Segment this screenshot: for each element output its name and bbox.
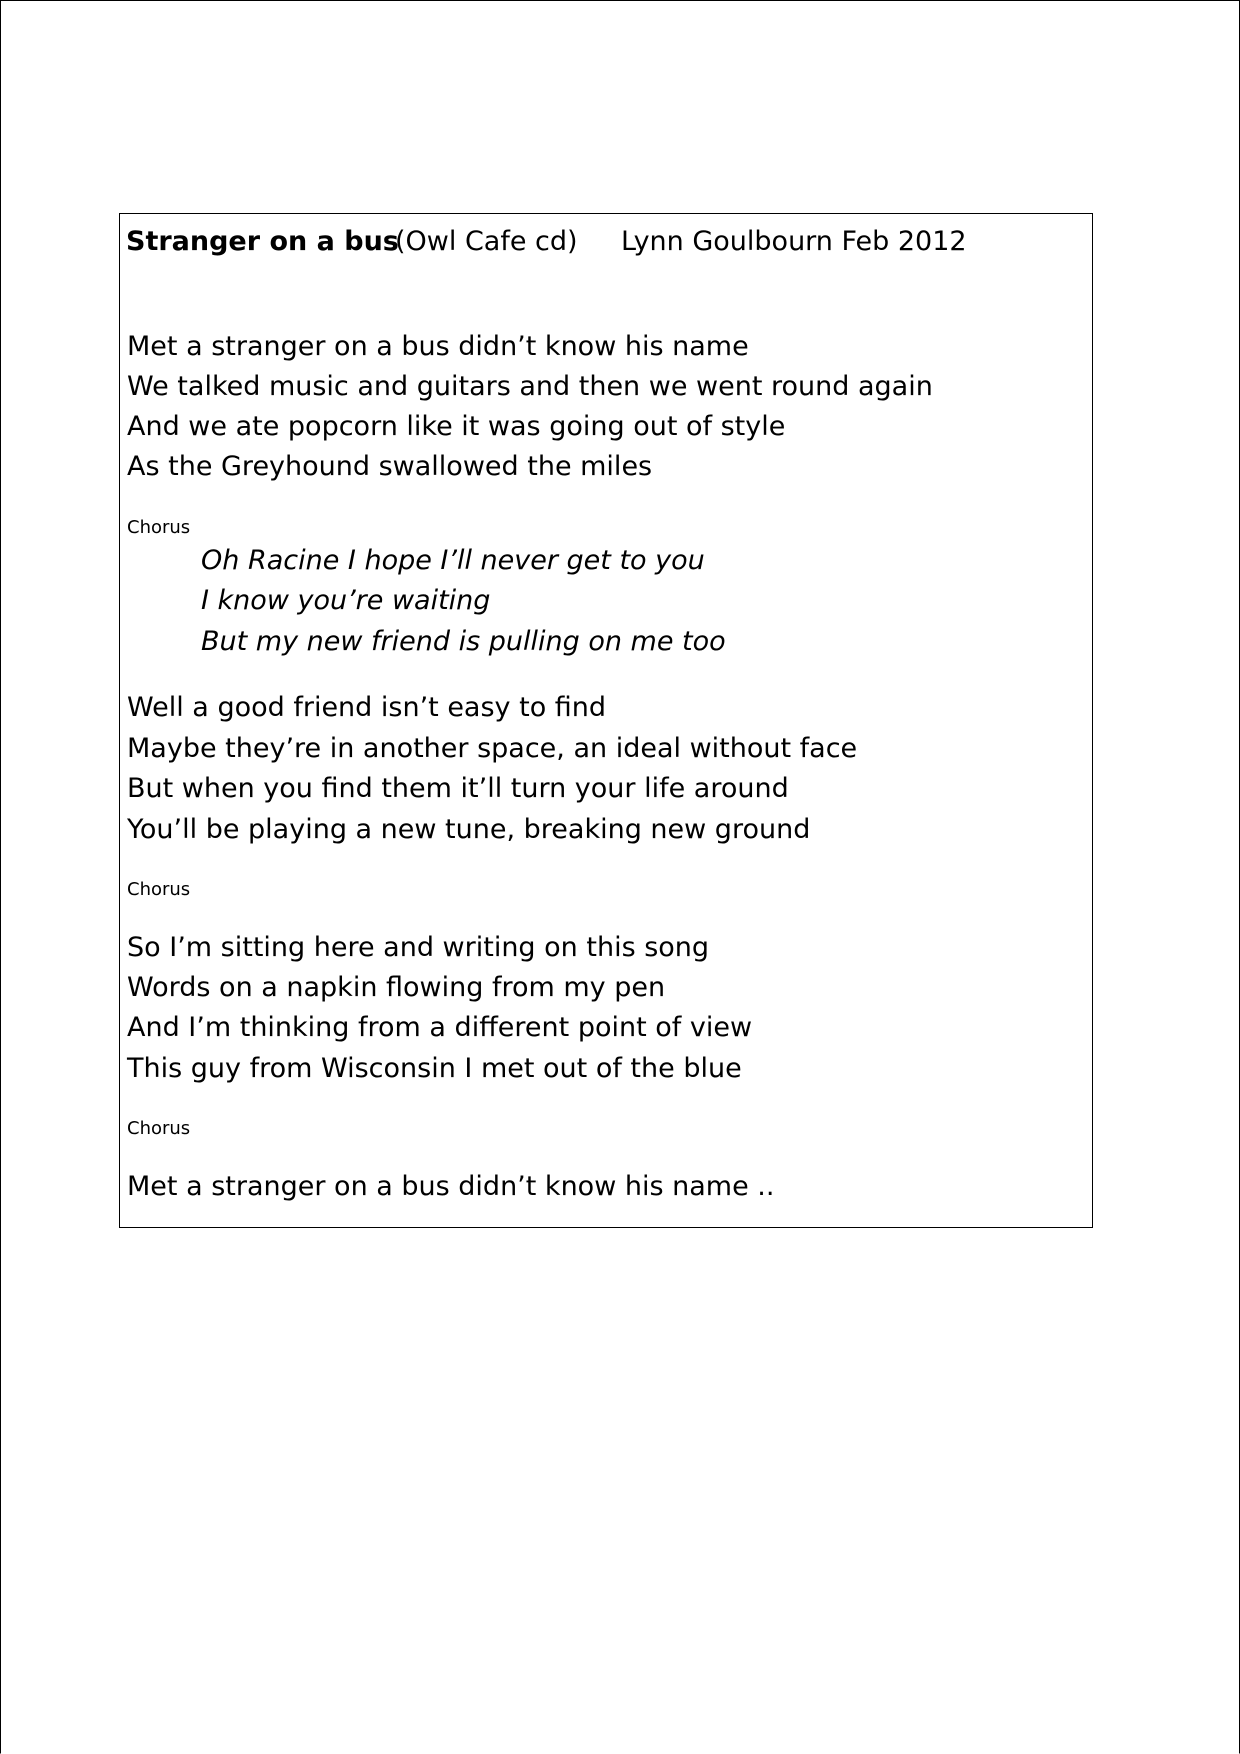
song-title: Stranger on a bus — [126, 226, 399, 257]
outro-line: Met a stranger on a bus didn’t know his name .. — [127, 1171, 775, 1202]
chorus-line-2: I know you’re waiting — [201, 585, 491, 616]
verse2-line-1: Well a good friend isn’t easy to find — [127, 692, 607, 723]
verse3-line-2: Words on a napkin flowing from my pen — [127, 972, 666, 1003]
album-name: (Owl Cafe cd) — [395, 226, 578, 257]
verse1-line-2: We talked music and guitars and then we went round again — [127, 371, 933, 402]
verse3-line-3: And I’m thinking from a different point of view — [127, 1012, 753, 1043]
verse3-line-4: This guy from Wisconsin I met out of the blue — [127, 1053, 742, 1084]
verse1-line-3: And we ate popcorn like it was going out of style — [127, 411, 786, 442]
chorus-line-3: But my new friend is pulling on me too — [201, 626, 726, 657]
verse2-line-3: But when you find them it’ll turn your life around — [127, 773, 789, 804]
verse1-line-1: Met a stranger on a bus didn’t know his name — [127, 331, 749, 362]
author-date: Lynn Goulbourn Feb 2012 — [621, 226, 967, 257]
chorus-label-1: Chorus — [127, 517, 191, 538]
verse2-line-4: You’ll be playing a new tune, breaking new ground — [127, 814, 811, 845]
chorus-line-1: Oh Racine I hope I’ll never get to you — [201, 545, 705, 576]
chorus-label-2: Chorus — [127, 879, 191, 900]
chorus-label-3: Chorus — [127, 1118, 191, 1139]
song-header — [126, 225, 967, 259]
verse2-line-2: Maybe they’re in another space, an ideal without face — [127, 733, 858, 764]
verse1-line-4: As the Greyhound swallowed the miles — [127, 451, 653, 482]
verse3-line-1: So I’m sitting here and writing on this song — [127, 932, 710, 963]
